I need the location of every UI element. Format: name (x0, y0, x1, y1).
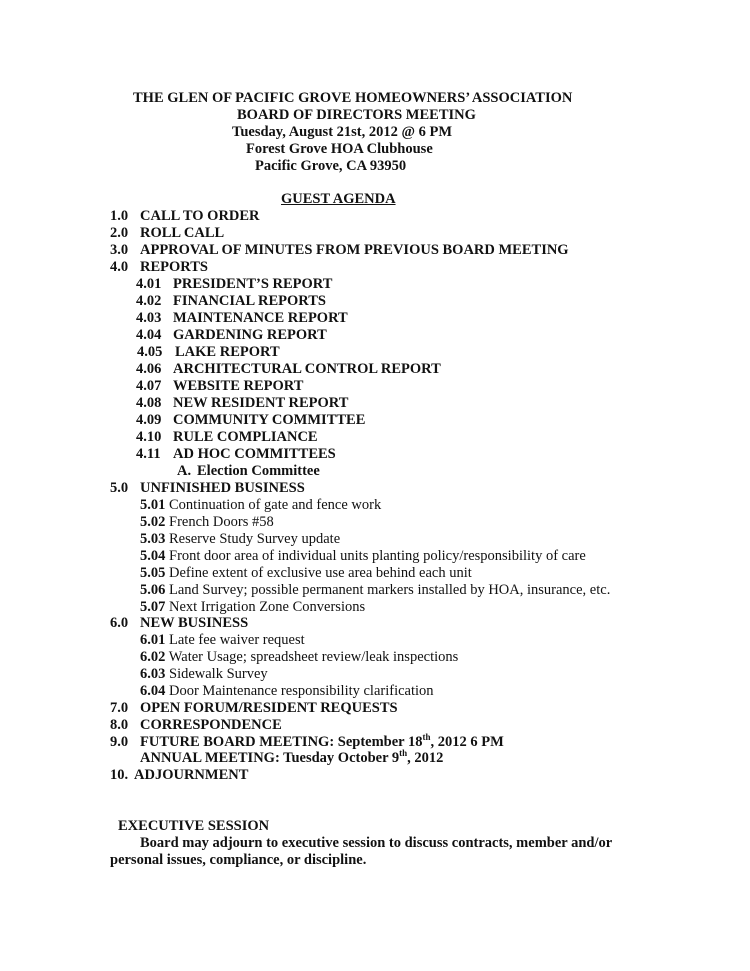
agenda-subitem: 5.03 Reserve Study Survey update (140, 531, 341, 547)
agenda-subitem: 4.04 GARDENING REPORT (136, 327, 327, 343)
agenda-subitem: 5.02 French Doors #58 (140, 514, 274, 530)
agenda-subitem: 6.02 Water Usage; spreadsheet review/leak inspections (140, 649, 459, 665)
agenda-item: 7.0 OPEN FORUM/RESIDENT REQUESTS (110, 700, 398, 716)
agenda-subitem: 6.04 Door Maintenance responsibility clarification (140, 683, 434, 699)
agenda-subitem: 4.08 NEW RESIDENT REPORT (136, 395, 349, 411)
agenda-subitem: 4.01 PRESIDENT’S REPORT (136, 276, 333, 292)
agenda-item: 2.0 ROLL CALL (110, 225, 225, 241)
agenda-item: 3.0 APPROVAL OF MINUTES FROM PREVIOUS BOARD MEETING (110, 242, 569, 258)
meeting-date: Tuesday, August 21st, 2012 @ 6 PM (232, 124, 453, 140)
association-name: THE GLEN OF PACIFIC GROVE HOMEOWNERS’ ASSOCIATION (133, 90, 573, 106)
meeting-venue: Forest Grove HOA Clubhouse (246, 141, 433, 157)
agenda-subitem: 4.02 FINANCIAL REPORTS (136, 293, 326, 309)
agenda-subitem: 6.01 Late fee waiver request (140, 632, 305, 648)
agenda-item: 6.0 NEW BUSINESS (110, 615, 249, 631)
agenda-subitem: 5.07 Next Irrigation Zone Conversions (140, 599, 366, 615)
annual-meeting-line: ANNUAL MEETING: Tuesday October 9th, 2012 (140, 748, 444, 766)
executive-session-title: EXECUTIVE SESSION (118, 818, 270, 834)
agenda-subitem: 5.01 Continuation of gate and fence work (140, 497, 382, 513)
executive-session-text: Board may adjourn to executive session to discuss contracts, member and/or (140, 835, 613, 851)
agenda-subitem: 4.05 LAKE REPORT (137, 344, 280, 360)
agenda-subitem: 4.10 RULE COMPLIANCE (136, 429, 318, 445)
agenda-subitem: 4.09 COMMUNITY COMMITTEE (136, 412, 366, 428)
agenda-subitem: 5.04 Front door area of individual units planting policy/responsibility of care (140, 548, 586, 564)
meeting-city: Pacific Grove, CA 93950 (255, 158, 407, 174)
agenda-item: 1.0 CALL TO ORDER (110, 208, 260, 224)
agenda-title: GUEST AGENDA (281, 191, 396, 207)
agenda-subitem: 4.07 WEBSITE REPORT (136, 378, 304, 394)
meeting-type: BOARD OF DIRECTORS MEETING (237, 107, 476, 123)
executive-session-text: personal issues, compliance, or discipline. (110, 852, 367, 868)
agenda-item: 9.0 FUTURE BOARD MEETING: September 18th, 2012 6 PM (110, 732, 504, 750)
agenda-item: 8.0 CORRESPONDENCE (110, 717, 282, 733)
agenda-subitem: 5.05 Define extent of exclusive use area behind each unit (140, 565, 472, 581)
agenda-subitem: 6.03 Sidewalk Survey (140, 666, 268, 682)
agenda-subitem: 5.06 Land Survey; possible permanent markers installed by HOA, insurance, etc. (140, 582, 611, 598)
agenda-subitem: 4.06 ARCHITECTURAL CONTROL REPORT (136, 361, 441, 377)
agenda-subitem: A. Election Committee (177, 463, 320, 479)
agenda-item: 10. ADJOURNMENT (110, 767, 249, 783)
agenda-item: 5.0 UNFINISHED BUSINESS (110, 480, 305, 496)
agenda-subitem: 4.11 AD HOC COMMITTEES (136, 446, 336, 462)
agenda-item: 4.0 REPORTS (110, 259, 208, 275)
agenda-subitem: 4.03 MAINTENANCE REPORT (136, 310, 348, 326)
